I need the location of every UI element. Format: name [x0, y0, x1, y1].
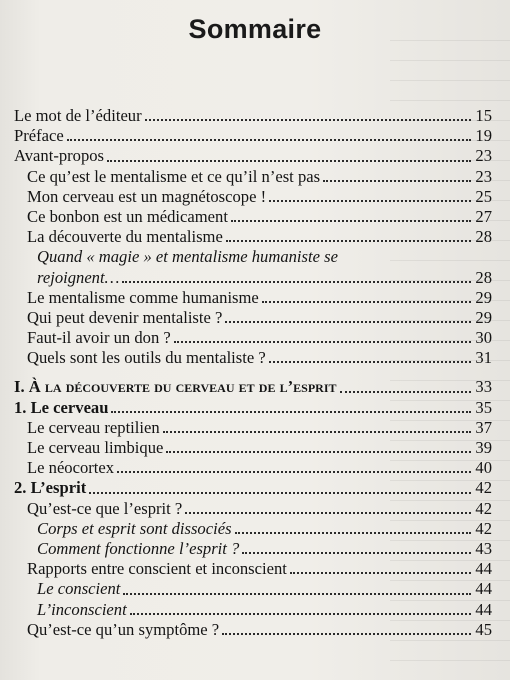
toc-page-number: 27: [475, 206, 492, 226]
toc-page-number: 28: [475, 267, 492, 287]
toc-entry: [14, 146, 492, 166]
toc-entry-title: Le néocortex: [27, 458, 115, 478]
toc-entry-title: 1. Le cerveau: [14, 397, 109, 417]
toc-entry: [14, 207, 492, 227]
toc-entry-title: 2. L’esprit: [14, 478, 87, 498]
dot-leader: [340, 390, 471, 393]
toc-page-number: 37: [475, 417, 492, 437]
dot-leader: [89, 491, 471, 494]
toc-page-number: 23: [475, 146, 492, 166]
toc-entry: [14, 348, 492, 368]
dot-leader: [269, 360, 471, 363]
toc-entry-title: Quels sont les outils du mentaliste ?: [27, 348, 266, 368]
toc-page-number: 39: [475, 438, 492, 457]
toc-page-number: 28: [475, 227, 492, 247]
toc-page-number: 43: [475, 538, 492, 558]
toc-entry-title: Qu’est-ce qu’un symptôme ?: [27, 619, 220, 639]
toc-page-number: 45: [475, 619, 492, 639]
toc-entry: [14, 458, 492, 478]
toc-entry-title: Le conscient: [37, 579, 121, 599]
dot-leader: [185, 511, 471, 514]
toc-entry-title: Faut-il avoir un don ?: [27, 328, 171, 348]
toc-entry-title: Mon cerveau est un magnétoscope !: [27, 186, 267, 206]
toc-entry: [14, 539, 492, 559]
toc-entry-title: Qui peut devenir mentaliste ?: [27, 307, 223, 327]
toc-entry: [14, 478, 492, 498]
toc-page-number: 42: [475, 498, 492, 518]
toc-entry: [14, 167, 492, 187]
toc-entry: [14, 620, 492, 640]
toc-entry-title: Comment fonctionne l’esprit ?: [37, 538, 240, 558]
dot-leader: [123, 592, 471, 595]
toc-page-number: 31: [475, 348, 492, 368]
toc-entry: [14, 418, 492, 438]
toc-page-number: 44: [475, 559, 492, 579]
toc-page-number: 15: [475, 106, 492, 125]
toc-entry-title: Le mot de l’éditeur: [14, 106, 142, 125]
toc-entry-title: Qu’est-ce que l’esprit ?: [27, 498, 183, 518]
toc-entry: [14, 600, 492, 620]
toc-entry-title: Corps et esprit sont dissociés: [37, 518, 232, 538]
toc-entry: [14, 328, 492, 348]
dot-leader: [290, 571, 471, 574]
dot-leader: [235, 531, 471, 534]
dot-leader: [226, 239, 471, 242]
toc-entry: [14, 579, 492, 599]
toc-entry-title: Quand « magie » et mentalisme humaniste se: [37, 247, 338, 267]
toc-page-number: 40: [475, 458, 492, 478]
toc-entry: [14, 559, 492, 579]
toc-entry: [14, 106, 492, 126]
toc-entry: [14, 288, 492, 308]
dot-leader: [222, 632, 471, 635]
toc-entry-title: Le cerveau reptilien: [27, 417, 160, 437]
toc-entry-title: I. À la découverte du cerveau et de l’esprit: [14, 377, 337, 397]
toc-entry: [14, 377, 492, 397]
dot-leader: [242, 551, 471, 554]
table-of-contents: [14, 106, 492, 640]
toc-entry-title: L’inconscient: [37, 599, 127, 619]
toc-page-number: 23: [475, 166, 492, 186]
toc-entry: [14, 499, 492, 519]
toc-entry: [14, 227, 492, 247]
toc-page-number: 35: [475, 397, 492, 417]
toc-entry-title: Le mentalisme comme humanisme: [27, 287, 259, 307]
dot-leader: [130, 612, 471, 615]
dot-leader: [231, 219, 471, 222]
toc-entry: [14, 247, 492, 267]
dot-leader: [163, 430, 471, 433]
toc-entry: [14, 438, 492, 458]
toc-entry: [14, 308, 492, 328]
dot-leader: [67, 138, 471, 141]
toc-page-number: 25: [475, 186, 492, 206]
dot-leader: [107, 159, 471, 162]
toc-entry-title: Avant-propos: [14, 146, 105, 166]
toc-entry-title: Ce bonbon est un médicament: [27, 206, 228, 226]
toc-entry: [14, 187, 492, 207]
toc-entry-title: Rapports entre conscient et inconscient: [27, 559, 287, 579]
dot-leader: [323, 179, 471, 182]
toc-entry: [14, 126, 492, 146]
toc-entry: [14, 398, 492, 418]
dot-leader: [111, 410, 471, 413]
toc-entry-title: rejoignent…: [37, 267, 120, 287]
dot-leader: [269, 199, 471, 202]
dot-leader: [122, 280, 471, 283]
toc-page-number: 29: [475, 307, 492, 327]
toc-page-number: 44: [475, 579, 492, 599]
toc-entry-title: La découverte du mentalisme: [27, 227, 223, 247]
toc-entry-title: Préface: [14, 126, 64, 146]
toc-page-number: 19: [475, 126, 492, 146]
toc-page-number: 29: [475, 287, 492, 307]
dot-leader: [117, 470, 471, 473]
toc-entry: [14, 268, 492, 288]
toc-page-number: 42: [475, 518, 492, 538]
toc-page-number: 33: [475, 377, 492, 397]
toc-entry-title: Ce qu’est le mentalisme et ce qu’il n’est pas: [27, 166, 321, 186]
dot-leader: [166, 450, 471, 453]
toc-entry-title: Le cerveau limbique: [27, 438, 164, 457]
dot-leader: [145, 118, 471, 121]
toc-entry: [14, 519, 492, 539]
toc-page-number: 44: [475, 599, 492, 619]
dot-leader: [225, 320, 471, 323]
page-title: Sommaire: [188, 14, 322, 44]
toc-page-number: 42: [475, 478, 492, 498]
toc-page-number: 30: [475, 328, 492, 348]
dot-leader: [174, 340, 471, 343]
dot-leader: [262, 300, 471, 303]
